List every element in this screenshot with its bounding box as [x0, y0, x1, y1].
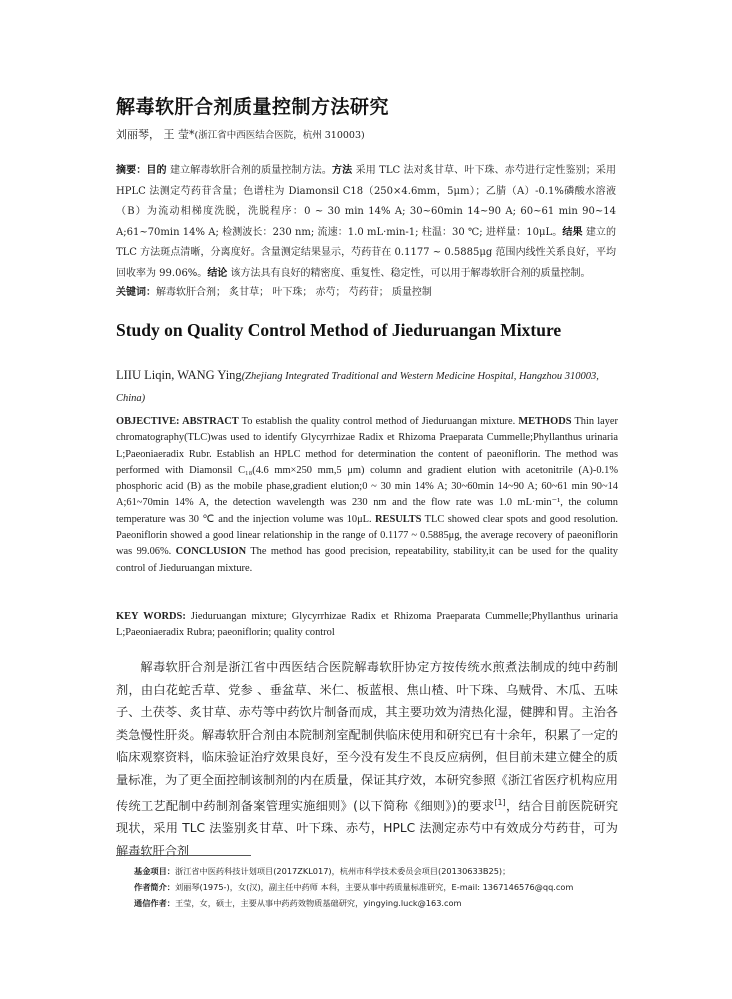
- chinese-objective-label: 目的: [146, 165, 167, 176]
- body-text-part2: ，结合目前医院研究现状，采用 TLC 法鉴别炙甘草、叶下珠、赤芍，HPLC 法测定赤芍中有效成分芍药苷，可为解毒软肝合剂: [116, 798, 618, 858]
- chinese-authors: 刘丽琴， 王 莹*: [116, 128, 195, 141]
- chinese-conclusion-label: 结论: [207, 267, 228, 279]
- footnote-author-text: 刘丽琴(1975-)，女(汉)，副主任中药师 本科，主要从事中药质量标准研究，E-mail: 1367146576@qq.com: [174, 882, 574, 892]
- chinese-objective-text: 建立解毒软肝合剂的质量控制方法。: [166, 165, 333, 176]
- english-conclusion-label: CONCLUSION: [175, 546, 247, 558]
- english-keywords: [116, 609, 618, 641]
- english-methods-text: Thin layer chromatography(TLC)was used to identify Glycyrrhizae Radix et Rhizoma Praeparata Cummelle;Phyllanthus urinaria L;Paeoniaeradix Rubr. Establish an HPLC method for determination the content of paeoniflorin. The method was performed with Diamonsil C₁₈(4.6 mm×250 mm,5 μm) column and gradient elution with acetonitrile (A)-0.1% phosphoric acid (B) as the mobile phase,gradient elution;0 ~ 30 min 14% A; 30~60min 14~90 A; 60~61 min 90~14 A;61~70min 14% A, the detection wavelength was 230 nm and the flow rate was 1.0 mL·min⁻¹, the column temperature was 30 ℃ and the injection volume was 10μL.: [116, 416, 618, 525]
- english-keywords-text: Jieduruangan mixture; Glycyrrhizae Radix et Rhizoma Praeparata Cummelle;Phyllanthus urinaria L;Paeoniaeradix Rubra; paeoniflorin; quality control: [116, 611, 618, 638]
- chinese-abstract: [116, 161, 616, 284]
- footnotes: [134, 863, 634, 911]
- chinese-methods-text: 采用 TLC 法对炙甘草、叶下珠、赤芍进行定性鉴别；采用 HPLC 法测定芍药苷含量；色谱柱为 Diamonsil C18（250×4.6mm，5μm）；乙腈（A）-0.1%磷酸水溶液（B）为流动相梯度洗脱，洗脱程序：0 ~ 30 min 14% A; 30~60min 14~90 A; 60~61 min 90~14 A;61~70min 14% A; 检测波长：230 nm; 流速：1.0 mL·min-1; 柱温：30 ℃; 进样量：10μL。: [116, 165, 617, 238]
- body-paragraph: [116, 656, 618, 862]
- footnote-author: [134, 879, 634, 895]
- english-authors-line: [116, 365, 618, 409]
- footnote-author-label: 作者简介：: [134, 882, 175, 892]
- english-methods-label: METHODS: [518, 416, 572, 427]
- english-objective-text: To establish the quality control method of Jieduruangan mixture.: [238, 416, 519, 427]
- footnote-corresponding-text: 王莹，女，硕士，主要从事中药药效物质基础研究，yingying.luck@163.com: [174, 898, 462, 908]
- chinese-keywords-label: 关键词：: [116, 287, 156, 298]
- footnote-corresponding: [134, 895, 634, 911]
- chinese-results-text: 建立的 TLC 方法斑点清晰，分离度好。含量测定结果显示，芍药苷在 0.1177 ~ 0.5885μg 范围内线性关系良好，平均回收率为 99.06%。: [116, 226, 616, 279]
- english-keywords-label: KEY WORDS:: [116, 611, 186, 622]
- english-conclusion-text: The method has good precision, repeatability, stability,it can be used for the quality control of Jieduruangan mixture.: [116, 546, 618, 574]
- chinese-authors-line: [116, 126, 365, 142]
- chinese-affiliation: (浙江省中西医结合医院，杭州 310003): [194, 130, 365, 141]
- english-title: Study on Quality Control Method of Jieduruangan Mixture: [116, 320, 562, 340]
- english-authors: LIIU Liqin, WANG Ying: [116, 368, 242, 382]
- footnote-fund-text: 浙江省中医药科技计划项目(2017ZKL017)，杭州市科学技术委员会项目(20130633B25)；: [174, 866, 511, 876]
- chinese-results-label: 结果: [562, 226, 583, 238]
- chinese-title: 解毒软肝合剂质量控制方法研究: [116, 96, 390, 118]
- footnote-fund-label: 基金项目：: [134, 866, 175, 876]
- footnote-corresponding-label: 通信作者：: [134, 898, 175, 908]
- chinese-conclusion-text: 该方法具有良好的精密度、重复性、稳定性，可以用于解毒软肝合剂的质量控制。: [227, 267, 591, 279]
- chinese-keywords: [116, 285, 616, 301]
- english-results-label: RESULTS: [375, 513, 422, 525]
- english-results-text: TLC showed clear spots and good resolution. Paeoniflorin showed a good linear relationship in the range of 0.1177 ~ 0.5885μg, the average recovery of paeoniflorin was 99.06%.: [116, 513, 618, 558]
- english-abstract: [116, 414, 618, 577]
- chinese-abstract-label: 摘要：: [116, 165, 147, 176]
- english-objective-label: OBJECTIVE: ABSTRACT: [116, 416, 239, 427]
- chinese-methods-label: 方法: [332, 165, 353, 176]
- body-text-part1: 解毒软肝合剂是浙江省中西医结合医院解毒软肝协定方按传统水煎煮法制成的纯中药制剂，由白花蛇舌草、党参 、垂盆草、米仁、板蓝根、焦山楂、叶下珠、乌贼骨、木瓜、五味子、土茯苓、炙甘草、赤芍等中药饮片制备而成，其主要功效为清热化湿，健脾和胃。主治各类急慢性肝炎。解毒软肝合剂由本院制剂室配制供临床使用和研究已有十余年，积累了一定的临床观察资料，临床验证治疗效果良好，至今没有发生不良反应病例，但目前未建立健全的质量标准，为了更全面控制该制剂的内在质量，保证其疗效，本研究参照《浙江省医疗机构应用传统工艺配制中药制剂备案管理实施细则》(以下简称《细则》)的要求: [116, 660, 618, 813]
- footnote-fund: [134, 863, 634, 879]
- english-affiliation: (Zhejiang Integrated Traditional and Western Medicine Hospital, Hangzhou 310003, China): [116, 371, 599, 404]
- footnote-divider: [116, 855, 251, 856]
- chinese-keywords-text: 解毒软肝合剂； 炙甘草； 叶下珠； 赤芍； 芍药苷； 质量控制: [156, 287, 432, 298]
- reference-marker[interactable]: [1]: [494, 797, 506, 807]
